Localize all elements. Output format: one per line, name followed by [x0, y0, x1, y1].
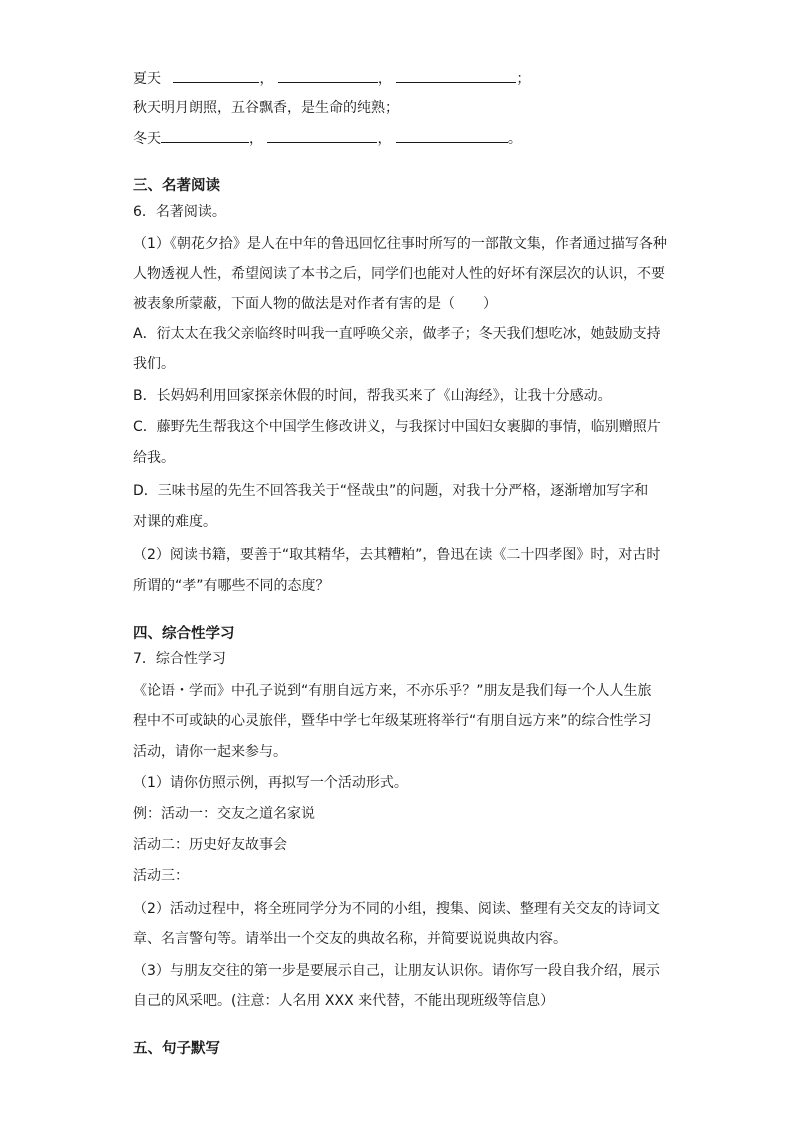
q7-intro-line-3: 活动，请你一起来参与。 [133, 744, 287, 760]
winter-blank-3[interactable] [396, 128, 508, 143]
q6-part1-line-2: 人物透视人性，希望阅读了本书之后，同学们也能对人性的好坏有深层次的认识，不要 [133, 266, 665, 282]
option-c-line-1[interactable]: C．藤野先生帮我这个中国学生修改讲义，与我探讨中国妇女裹脚的事情，临别赠照片 [133, 419, 661, 435]
q7-part1: （1）请你仿照示例，再拟写一个活动形式。 [133, 775, 408, 791]
option-b[interactable]: B．长妈妈利用回家探亲休假的时间，帮我买来了《山海经》，让我十分感动。 [133, 388, 612, 404]
option-a-line-2: 我们。 [133, 356, 175, 372]
q7-part3-line-1: （3）与朋友交往的第一步是要展示自己，让朋友认识你。请你写一段自我介绍，展示 [133, 963, 660, 979]
q6-title: 6．名著阅读。 [133, 204, 226, 220]
section-4-heading: 四、综合性学习 [133, 626, 235, 642]
q7-intro-line-2: 程中不可或缺的心灵旅伴，暨华中学七年级某班将举行“有朋自远方来”的综合性学习 [133, 713, 652, 729]
winter-blank-1[interactable] [161, 128, 249, 143]
q6-part1-line-1: （1）《朝花夕拾》是人在中年的鲁迅回忆往事时所写的一部散文集，作者通过描写各种 [133, 236, 667, 252]
q6-part1-line-3: 被表象所蒙蔽，下面人物的做法是对作者有害的是（ ） [133, 296, 497, 312]
q7-title: 7．综合性学习 [133, 651, 226, 667]
summer-line [133, 68, 530, 89]
q7-activity-3[interactable]: 活动三： [133, 868, 189, 884]
q7-part2-line-2: 章、名言警句等。请举出一个交友的典故名称，并简要说说典故内容。 [133, 931, 567, 947]
section-5-heading: 五、句子默写 [133, 1041, 220, 1057]
section-3-heading: 三、名著阅读 [133, 178, 220, 194]
summer-sep-2: ， [377, 71, 392, 87]
option-a-line-1[interactable]: A．衍太太在我父亲临终时叫我一直呼唤父亲，做孝子；冬天我们想吃冰，她鼓励支持 [133, 326, 661, 342]
winter-line [133, 128, 522, 149]
winter-sep-2: ， [377, 131, 392, 147]
q6-part2-line-1: （2）阅读书籍，要善于“取其精华，去其糟粕”，鲁迅在读《二十四孝图》时，对古时 [133, 547, 661, 563]
winter-end: 。 [507, 131, 522, 147]
q6-part2-line-2: 所谓的“孝”有哪些不同的态度？ [133, 578, 330, 594]
q7-intro-line-1: 《论语・学而》中孔子说到“有朋自远方来，不亦乐乎？”朋友是我们每一个人人生旅 [133, 683, 652, 699]
q7-example-2: 活动二：历史好友故事会 [133, 837, 287, 853]
summer-blank-2[interactable] [278, 68, 378, 83]
option-d-line-1[interactable]: D．三味书屋的先生不回答我关于“怪哉虫”的问题，对我十分严格，逐渐增加写字和 [133, 483, 649, 499]
winter-blank-2[interactable] [267, 128, 377, 143]
option-c-line-2: 给我。 [133, 450, 175, 466]
summer-label: 夏天 [133, 71, 161, 87]
summer-sep-1: ， [259, 71, 274, 87]
q7-part2-line-1: （2）活动过程中，将全班同学分为不同的小组，搜集、阅读、整理有关交友的诗词文 [133, 901, 660, 917]
summer-end: ； [516, 71, 531, 87]
autumn-line: 秋天明月朗照，五谷飘香，是生命的纯熟； [133, 100, 399, 116]
summer-blank-3[interactable] [396, 68, 516, 83]
winter-label: 冬天 [133, 131, 161, 147]
option-d-line-2: 对课的难度。 [133, 514, 217, 530]
q7-example-1: 例：活动一：交友之道名家说 [133, 806, 315, 822]
summer-blank-1[interactable] [173, 68, 259, 83]
winter-sep-1: ， [249, 131, 263, 147]
q7-part3-line-2: 自己的风采吧。(注意：人名用 XXX 来代替，不能出现班级等信息） [133, 993, 555, 1009]
